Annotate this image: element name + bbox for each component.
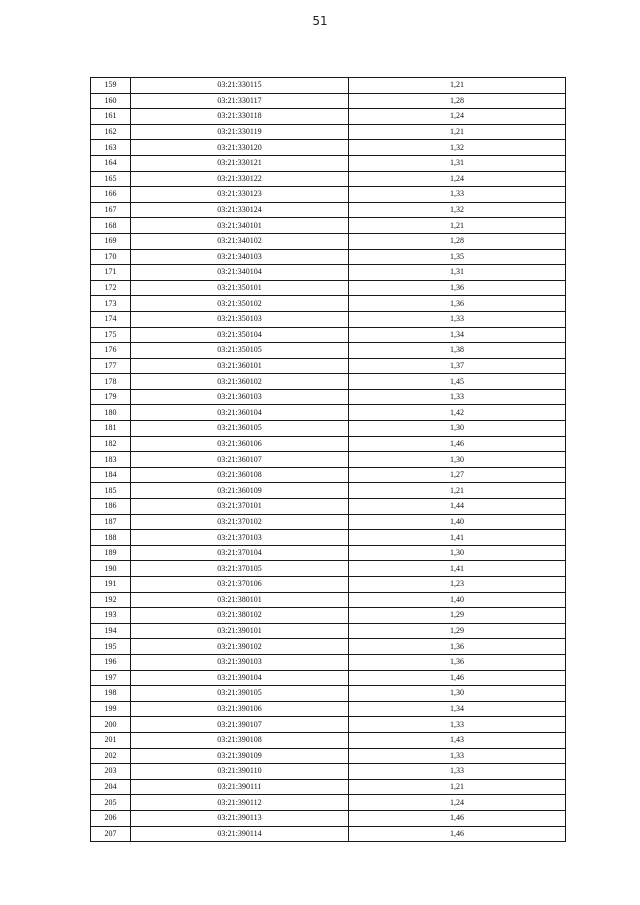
row-number-cell: 192 xyxy=(91,592,131,608)
row-number-cell: 178 xyxy=(91,374,131,390)
cadastral-code-cell: 03:21:330120 xyxy=(131,140,349,156)
row-number-cell: 167 xyxy=(91,202,131,218)
table-row xyxy=(91,561,566,577)
table-row xyxy=(91,499,566,515)
row-number-cell: 203 xyxy=(91,764,131,780)
table-row xyxy=(91,202,566,218)
coefficient-cell: 1,30 xyxy=(349,686,566,702)
cadastral-code-cell: 03:21:390108 xyxy=(131,732,349,748)
table-row xyxy=(91,187,566,203)
cadastral-code-cell: 03:21:390111 xyxy=(131,779,349,795)
table-row xyxy=(91,795,566,811)
table-row xyxy=(91,389,566,405)
row-number-cell: 183 xyxy=(91,452,131,468)
cadastral-code-cell: 03:21:390103 xyxy=(131,654,349,670)
coefficient-cell: 1,41 xyxy=(349,561,566,577)
coefficient-cell: 1,23 xyxy=(349,577,566,593)
coefficient-cell: 1,33 xyxy=(349,311,566,327)
coefficient-cell: 1,30 xyxy=(349,452,566,468)
cadastral-code-cell: 03:21:360109 xyxy=(131,483,349,499)
coefficient-cell: 1,33 xyxy=(349,717,566,733)
coefficient-cell: 1,33 xyxy=(349,764,566,780)
row-number-cell: 182 xyxy=(91,436,131,452)
coefficient-cell: 1,33 xyxy=(349,187,566,203)
coefficient-cell: 1,41 xyxy=(349,530,566,546)
table-row xyxy=(91,764,566,780)
cadastral-code-cell: 03:21:340103 xyxy=(131,249,349,265)
table-row xyxy=(91,577,566,593)
row-number-cell: 171 xyxy=(91,265,131,281)
cadastral-code-cell: 03:21:350102 xyxy=(131,296,349,312)
table-row xyxy=(91,265,566,281)
coefficient-cell: 1,33 xyxy=(349,748,566,764)
cadastral-code-cell: 03:21:360108 xyxy=(131,467,349,483)
cadastral-code-cell: 03:21:370105 xyxy=(131,561,349,577)
cadastral-code-cell: 03:21:360102 xyxy=(131,374,349,390)
table-row xyxy=(91,452,566,468)
coefficient-cell: 1,46 xyxy=(349,826,566,842)
row-number-cell: 179 xyxy=(91,389,131,405)
table-row xyxy=(91,436,566,452)
cadastral-code-cell: 03:21:330118 xyxy=(131,109,349,125)
cadastral-code-cell: 03:21:350105 xyxy=(131,343,349,359)
cadastral-code-cell: 03:21:380101 xyxy=(131,592,349,608)
table-row xyxy=(91,171,566,187)
coefficient-cell: 1,38 xyxy=(349,343,566,359)
row-number-cell: 196 xyxy=(91,654,131,670)
table-row xyxy=(91,343,566,359)
row-number-cell: 166 xyxy=(91,187,131,203)
cadastral-code-cell: 03:21:390110 xyxy=(131,764,349,780)
table-row xyxy=(91,311,566,327)
table-row xyxy=(91,717,566,733)
coefficient-cell: 1,28 xyxy=(349,233,566,249)
cadastral-code-cell: 03:21:360103 xyxy=(131,389,349,405)
row-number-cell: 181 xyxy=(91,421,131,437)
table-row xyxy=(91,78,566,94)
table-row xyxy=(91,826,566,842)
table-row xyxy=(91,686,566,702)
table-row xyxy=(91,327,566,343)
coefficient-cell: 1,24 xyxy=(349,795,566,811)
row-number-cell: 164 xyxy=(91,155,131,171)
table-row xyxy=(91,249,566,265)
coefficient-cell: 1,31 xyxy=(349,265,566,281)
row-number-cell: 189 xyxy=(91,545,131,561)
row-number-cell: 195 xyxy=(91,639,131,655)
coefficient-cell: 1,46 xyxy=(349,670,566,686)
row-number-cell: 207 xyxy=(91,826,131,842)
coefficient-cell: 1,40 xyxy=(349,514,566,530)
table-row xyxy=(91,701,566,717)
row-number-cell: 201 xyxy=(91,732,131,748)
cadastral-code-cell: 03:21:350101 xyxy=(131,280,349,296)
row-number-cell: 202 xyxy=(91,748,131,764)
table-body xyxy=(91,78,566,842)
coefficient-cell: 1,42 xyxy=(349,405,566,421)
cadastral-code-cell: 03:21:340102 xyxy=(131,233,349,249)
cadastral-code-cell: 03:21:370101 xyxy=(131,499,349,515)
row-number-cell: 193 xyxy=(91,608,131,624)
row-number-cell: 162 xyxy=(91,124,131,140)
coefficient-cell: 1,29 xyxy=(349,623,566,639)
row-number-cell: 184 xyxy=(91,467,131,483)
coefficient-cell: 1,44 xyxy=(349,499,566,515)
cadastral-code-cell: 03:21:360104 xyxy=(131,405,349,421)
coefficient-cell: 1,35 xyxy=(349,249,566,265)
table-row xyxy=(91,592,566,608)
cadastral-code-cell: 03:21:330124 xyxy=(131,202,349,218)
table-row xyxy=(91,467,566,483)
row-number-cell: 168 xyxy=(91,218,131,234)
table-row xyxy=(91,280,566,296)
coefficient-cell: 1,46 xyxy=(349,436,566,452)
row-number-cell: 206 xyxy=(91,810,131,826)
table-row xyxy=(91,218,566,234)
cadastral-code-cell: 03:21:350104 xyxy=(131,327,349,343)
row-number-cell: 170 xyxy=(91,249,131,265)
row-number-cell: 169 xyxy=(91,233,131,249)
cadastral-code-cell: 03:21:370104 xyxy=(131,545,349,561)
row-number-cell: 197 xyxy=(91,670,131,686)
coefficient-cell: 1,21 xyxy=(349,78,566,94)
row-number-cell: 194 xyxy=(91,623,131,639)
table-row xyxy=(91,374,566,390)
coefficient-cell: 1,21 xyxy=(349,124,566,140)
coefficient-cell: 1,29 xyxy=(349,608,566,624)
table-row xyxy=(91,654,566,670)
row-number-cell: 190 xyxy=(91,561,131,577)
cadastral-code-cell: 03:21:330121 xyxy=(131,155,349,171)
coefficient-cell: 1,28 xyxy=(349,93,566,109)
row-number-cell: 173 xyxy=(91,296,131,312)
coefficient-cell: 1,31 xyxy=(349,155,566,171)
cadastral-code-cell: 03:21:390114 xyxy=(131,826,349,842)
coefficient-cell: 1,21 xyxy=(349,218,566,234)
coefficient-cell: 1,32 xyxy=(349,202,566,218)
cadastral-code-cell: 03:21:390112 xyxy=(131,795,349,811)
coefficient-cell: 1,36 xyxy=(349,639,566,655)
cadastral-code-cell: 03:21:360106 xyxy=(131,436,349,452)
coefficient-cell: 1,45 xyxy=(349,374,566,390)
row-number-cell: 159 xyxy=(91,78,131,94)
coefficient-cell: 1,36 xyxy=(349,280,566,296)
cadastral-code-cell: 03:21:390101 xyxy=(131,623,349,639)
cadastral-code-cell: 03:21:370106 xyxy=(131,577,349,593)
row-number-cell: 176 xyxy=(91,343,131,359)
row-number-cell: 160 xyxy=(91,93,131,109)
cadastral-code-cell: 03:21:390106 xyxy=(131,701,349,717)
row-number-cell: 200 xyxy=(91,717,131,733)
table-row xyxy=(91,140,566,156)
cadastral-code-cell: 03:21:330123 xyxy=(131,187,349,203)
table-row xyxy=(91,421,566,437)
cadastral-code-cell: 03:21:330117 xyxy=(131,93,349,109)
cadastral-code-cell: 03:21:360101 xyxy=(131,358,349,374)
cadastral-code-cell: 03:21:330122 xyxy=(131,171,349,187)
cadastral-code-cell: 03:21:340104 xyxy=(131,265,349,281)
table-row xyxy=(91,483,566,499)
table-row xyxy=(91,623,566,639)
row-number-cell: 180 xyxy=(91,405,131,421)
coefficient-cell: 1,34 xyxy=(349,701,566,717)
row-number-cell: 186 xyxy=(91,499,131,515)
row-number-cell: 161 xyxy=(91,109,131,125)
row-number-cell: 204 xyxy=(91,779,131,795)
table-row xyxy=(91,670,566,686)
coefficient-cell: 1,46 xyxy=(349,810,566,826)
cadastral-code-cell: 03:21:330119 xyxy=(131,124,349,140)
cadastral-code-cell: 03:21:390107 xyxy=(131,717,349,733)
table-row xyxy=(91,530,566,546)
cadastral-code-cell: 03:21:390109 xyxy=(131,748,349,764)
coefficient-cell: 1,24 xyxy=(349,171,566,187)
coefficient-cell: 1,43 xyxy=(349,732,566,748)
table-row xyxy=(91,608,566,624)
cadastral-code-cell: 03:21:360105 xyxy=(131,421,349,437)
data-table xyxy=(90,77,566,842)
coefficient-cell: 1,36 xyxy=(349,296,566,312)
table-row xyxy=(91,639,566,655)
coefficient-cell: 1,30 xyxy=(349,545,566,561)
row-number-cell: 163 xyxy=(91,140,131,156)
row-number-cell: 174 xyxy=(91,311,131,327)
row-number-cell: 172 xyxy=(91,280,131,296)
row-number-cell: 199 xyxy=(91,701,131,717)
row-number-cell: 198 xyxy=(91,686,131,702)
row-number-cell: 205 xyxy=(91,795,131,811)
cadastral-code-cell: 03:21:370102 xyxy=(131,514,349,530)
coefficient-cell: 1,32 xyxy=(349,140,566,156)
table-row xyxy=(91,514,566,530)
cadastral-code-cell: 03:21:340101 xyxy=(131,218,349,234)
cadastral-code-cell: 03:21:390105 xyxy=(131,686,349,702)
table-row xyxy=(91,779,566,795)
table-row xyxy=(91,358,566,374)
cadastral-code-cell: 03:21:390102 xyxy=(131,639,349,655)
table-row xyxy=(91,810,566,826)
coefficient-cell: 1,21 xyxy=(349,483,566,499)
row-number-cell: 191 xyxy=(91,577,131,593)
row-number-cell: 175 xyxy=(91,327,131,343)
table-row xyxy=(91,109,566,125)
coefficient-cell: 1,33 xyxy=(349,389,566,405)
row-number-cell: 188 xyxy=(91,530,131,546)
cadastral-code-cell: 03:21:390113 xyxy=(131,810,349,826)
coefficient-cell: 1,34 xyxy=(349,327,566,343)
row-number-cell: 185 xyxy=(91,483,131,499)
coefficient-cell: 1,36 xyxy=(349,654,566,670)
table-row xyxy=(91,233,566,249)
table-row xyxy=(91,296,566,312)
page-number: 51 xyxy=(312,14,328,28)
cadastral-code-cell: 03:21:350103 xyxy=(131,311,349,327)
cadastral-code-cell: 03:21:380102 xyxy=(131,608,349,624)
table-row xyxy=(91,124,566,140)
table-row xyxy=(91,93,566,109)
coefficient-cell: 1,37 xyxy=(349,358,566,374)
cadastral-code-cell: 03:21:370103 xyxy=(131,530,349,546)
row-number-cell: 187 xyxy=(91,514,131,530)
table-row xyxy=(91,405,566,421)
cadastral-code-cell: 03:21:390104 xyxy=(131,670,349,686)
coefficient-cell: 1,40 xyxy=(349,592,566,608)
table-row xyxy=(91,748,566,764)
coefficient-cell: 1,27 xyxy=(349,467,566,483)
cadastral-code-cell: 03:21:330115 xyxy=(131,78,349,94)
table-row xyxy=(91,732,566,748)
coefficient-cell: 1,24 xyxy=(349,109,566,125)
table-row xyxy=(91,155,566,171)
row-number-cell: 165 xyxy=(91,171,131,187)
cadastral-code-cell: 03:21:360107 xyxy=(131,452,349,468)
coefficient-cell: 1,21 xyxy=(349,779,566,795)
coefficient-cell: 1,30 xyxy=(349,421,566,437)
table-row xyxy=(91,545,566,561)
row-number-cell: 177 xyxy=(91,358,131,374)
